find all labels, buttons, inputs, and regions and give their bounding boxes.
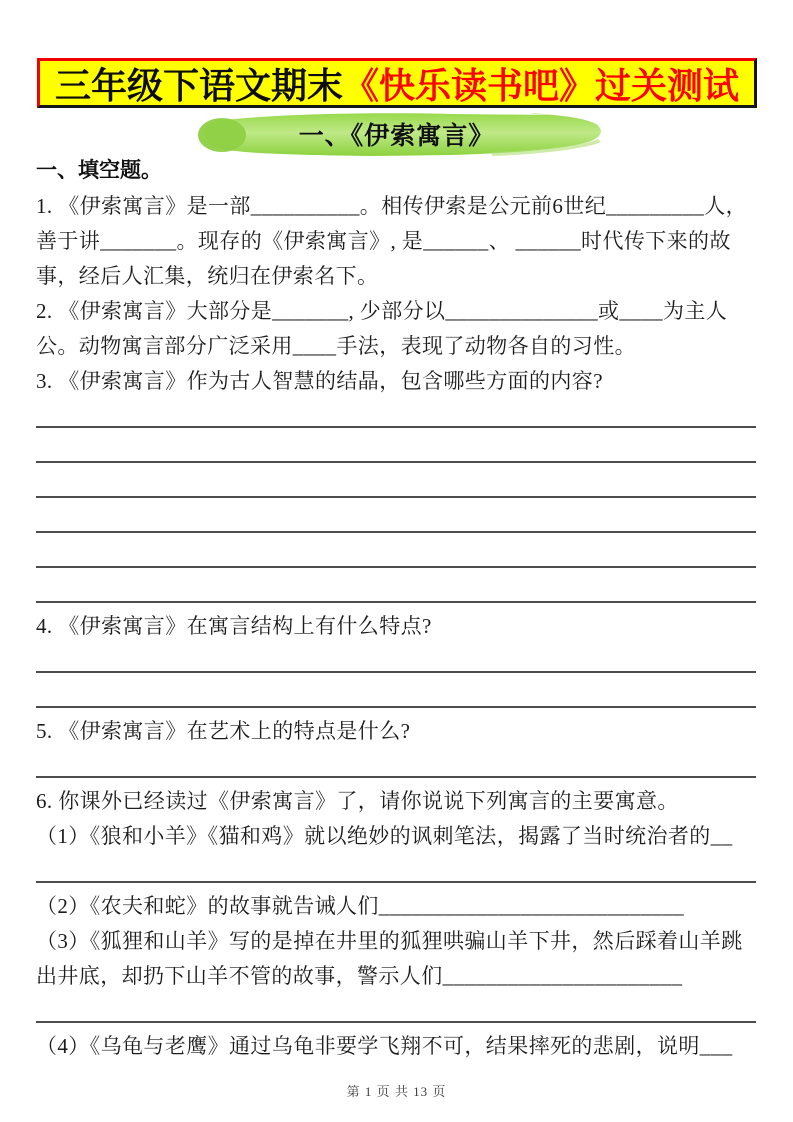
text-line: （1）《狼和小羊》《猫和鸡》就以绝妙的讽刺笔法，揭露了当时统治者的__ [36, 824, 733, 848]
text-line: （4）《乌龟与老鹰》通过乌龟非要学飞翔不可，结果摔死的悲剧，说明___ [36, 1034, 733, 1058]
text-line: 出井底，却扔下山羊不管的故事，警示人们______________________ [36, 964, 683, 988]
text-line: 3. 《伊索寓言》作为古人智慧的结晶，包含哪些方面的内容? [36, 369, 603, 393]
section-title: 一、《伊索寓言》 [298, 122, 495, 150]
title-banner [37, 58, 757, 108]
answer-line [36, 749, 758, 784]
text-line: 善于讲_______。现存的《伊索寓言》, 是______、 ______时代传下来的故 [36, 229, 731, 253]
text-line: （2）《农夫和蛇》的故事就告诫人们____________________________ [36, 894, 684, 918]
answer-line [36, 854, 758, 889]
answer-line [36, 679, 758, 714]
answer-line [36, 399, 758, 434]
answer-line [36, 504, 758, 539]
answer-line [36, 994, 758, 1029]
text-line: 5. 《伊索寓言》在艺术上的特点是什么? [36, 719, 411, 743]
answer-line [36, 434, 758, 469]
text-line: （3）《狐狸和山羊》写的是掉在井里的狐狸哄骗山羊下井，然后踩着山羊跳 [36, 929, 743, 953]
text-line: 事，经后人汇集，统归在伊索名下。 [36, 264, 379, 288]
text-line: 4. 《伊索寓言》在寓言结构上有什么特点? [36, 614, 432, 638]
page-number: 第 1 页 共 13 页 [346, 1084, 447, 1099]
answer-line [36, 574, 758, 609]
answer-line [36, 469, 758, 504]
section-heading: 一、填空题。 [36, 159, 162, 182]
text-line: 2. 《伊索寓言》大部分是_______, 少部分以______________或____为主人 [36, 299, 728, 323]
text-line: 6. 你课外已经读过《伊索寓言》了，请你说说下列寓言的主要寓意。 [36, 789, 679, 813]
title-text-red: 《快乐读书吧》过关测试 [343, 64, 740, 106]
content-blocks [36, 154, 758, 1064]
text-line: 1. 《伊索寓言》是一部__________。相传伊索是公元前6世纪_________人， [36, 194, 747, 218]
answer-line [36, 539, 758, 574]
text-line: 公。动物寓言部分广泛采用____手法，表现了动物各自的习性。 [36, 334, 636, 358]
title-text-black: 三年级下语文期末 [54, 64, 343, 106]
answer-line [36, 644, 758, 679]
